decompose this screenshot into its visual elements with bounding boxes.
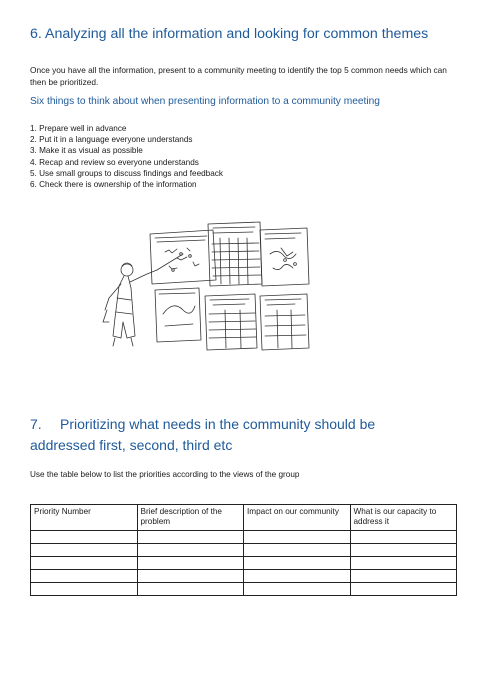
table-instructions: Use the table below to list the priorities according to the views of the group (30, 470, 300, 479)
section-7-title-line-1: Prioritizing what needs in the community should be (60, 416, 376, 432)
table-cell[interactable] (244, 570, 351, 583)
presenting-tips-list (30, 123, 223, 190)
table-cell[interactable] (137, 570, 244, 583)
table-cell[interactable] (244, 557, 351, 570)
priorities-table (30, 504, 457, 596)
table-cell[interactable] (244, 531, 351, 544)
table-cell[interactable] (137, 557, 244, 570)
list-item: 1. Prepare well in advance (30, 124, 127, 133)
table-cell[interactable] (31, 544, 138, 557)
column-header-problem-description: Brief description of the problem (137, 505, 244, 531)
table-row (31, 531, 457, 544)
table-cell[interactable] (137, 531, 244, 544)
list-item: 6. Check there is ownership of the information (30, 180, 197, 190)
section-7-number: 7. (30, 416, 42, 432)
section-7-title-line-2: addressed first, second, third etc (30, 437, 233, 453)
list-item: 5. Use small groups to discuss findings and feedback (30, 168, 223, 178)
table-cell[interactable] (137, 544, 244, 557)
sketch-poster-priorities (205, 294, 257, 350)
list-item: 3. Make it as visual as possible (30, 146, 143, 156)
column-header-priority-number: Priority Number (31, 505, 138, 531)
section-7-heading (30, 414, 470, 456)
section-6-intro: Once you have all the information, present to a community meeting to identify the top 5 common needs which can then be prioritized. (30, 65, 447, 87)
sketch-poster-map (260, 228, 309, 286)
table-cell[interactable] (137, 583, 244, 596)
presentation-sketch-illustration (95, 218, 320, 373)
table-cell[interactable] (350, 583, 457, 596)
table-cell[interactable] (244, 583, 351, 596)
table-cell[interactable] (31, 570, 138, 583)
presenting-subheading: Six things to think about when presenting information to a community meeting (30, 96, 380, 107)
table-row (31, 544, 457, 557)
table-cell[interactable] (31, 531, 138, 544)
sketch-poster-diagram (155, 288, 201, 342)
table-cell[interactable] (31, 583, 138, 596)
column-header-impact: Impact on our community (244, 505, 351, 531)
table-cell[interactable] (31, 557, 138, 570)
table-cell[interactable] (350, 544, 457, 557)
sketch-poster-cartography (150, 230, 216, 284)
sketch-poster-seasonal (260, 294, 309, 350)
table-cell[interactable] (350, 557, 457, 570)
table-row (31, 570, 457, 583)
table-cell[interactable] (244, 544, 351, 557)
list-item: 2. Put it in a language everyone understands (30, 135, 193, 145)
table-cell[interactable] (350, 570, 457, 583)
table-row (31, 583, 457, 596)
table-cell[interactable] (350, 531, 457, 544)
list-item: 4. Recap and review so everyone understands (30, 157, 199, 167)
table-row (31, 557, 457, 570)
table-header-row (31, 505, 457, 531)
column-header-capacity: What is our capacity to address it (350, 505, 457, 531)
presenter-figure (103, 263, 157, 346)
section-6-heading: 6. Analyzing all the information and looking for common themes (30, 26, 429, 42)
